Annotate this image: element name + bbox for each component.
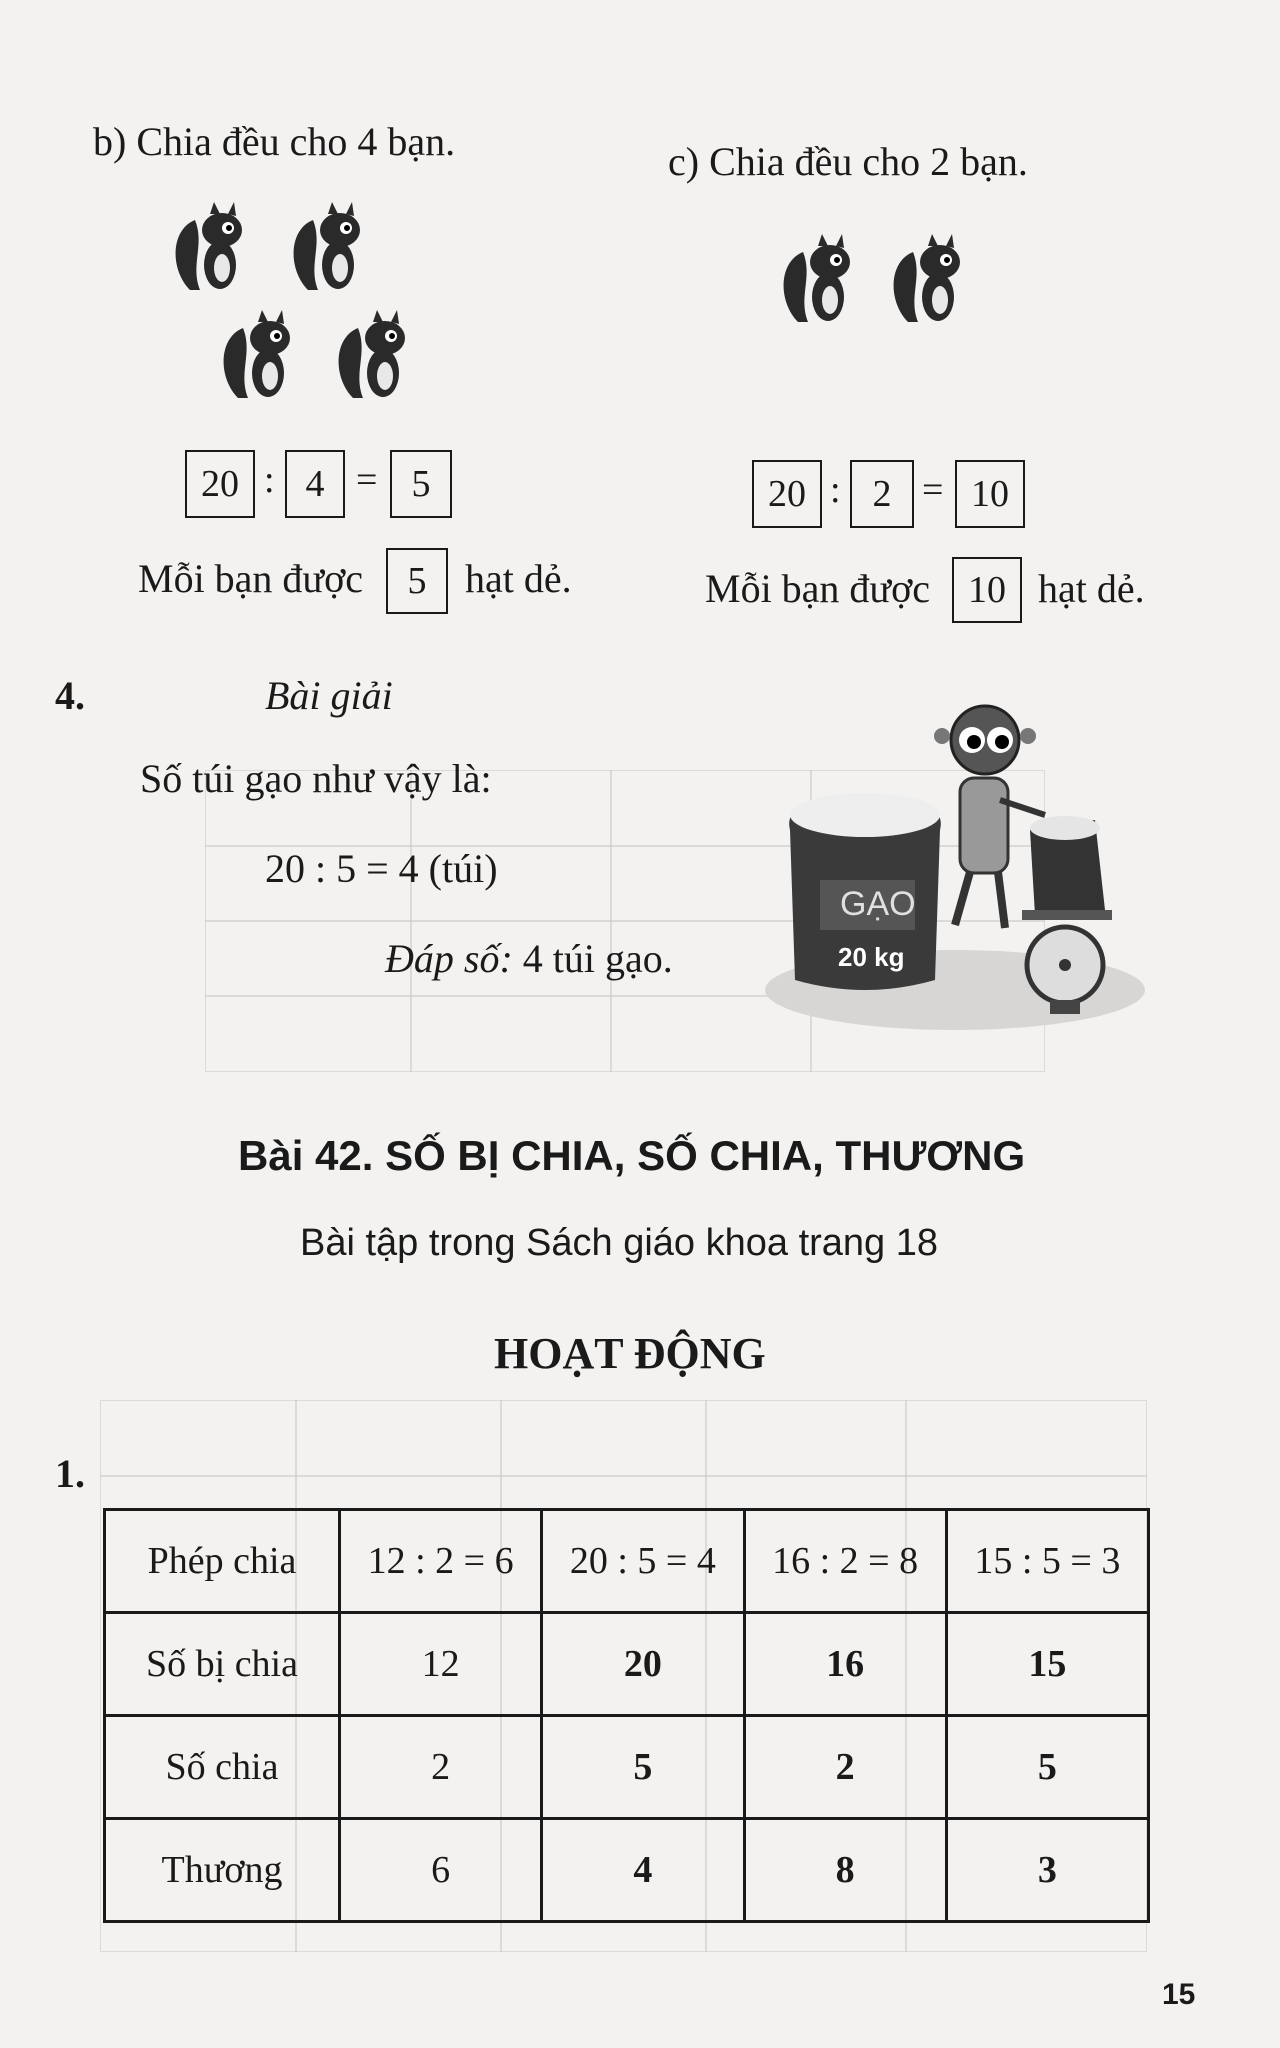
squirrel-icon bbox=[888, 232, 968, 332]
table-cell: 12 : 2 = 6 bbox=[340, 1510, 542, 1613]
dividend-box: 20 bbox=[185, 450, 255, 518]
squirrel-icon bbox=[218, 308, 298, 408]
division-table bbox=[103, 1508, 1150, 1923]
table-row bbox=[105, 1716, 1149, 1819]
table-cell: 16 : 2 = 8 bbox=[744, 1510, 946, 1613]
result-text-b bbox=[138, 555, 363, 602]
section-c-title: c) Chia đều cho 2 bạn. bbox=[668, 139, 1028, 184]
ghost-grid bbox=[100, 1475, 1147, 1477]
solution-line-1: Số túi gạo như vậy là: bbox=[140, 756, 492, 801]
table-cell: 6 bbox=[340, 1819, 542, 1922]
row-header: Số chia bbox=[105, 1716, 340, 1819]
robot-rice-illustration bbox=[760, 700, 1150, 1040]
table-cell: 16 bbox=[744, 1613, 946, 1716]
table-row bbox=[105, 1613, 1149, 1716]
problem-number: 4. bbox=[55, 673, 85, 718]
table-cell: 15 : 5 = 3 bbox=[946, 1510, 1148, 1613]
answer-value: 4 túi gạo. bbox=[512, 936, 673, 981]
table-cell: 20 bbox=[542, 1613, 744, 1716]
exercise-number: 1. bbox=[55, 1451, 85, 1496]
result-label-c: Mỗi bạn được bbox=[705, 566, 931, 611]
table-cell: 5 bbox=[946, 1716, 1148, 1819]
table-cell: 2 bbox=[744, 1716, 946, 1819]
solution-heading: Bài giải bbox=[265, 673, 393, 718]
divisor-box: 2 bbox=[850, 460, 914, 528]
result-box-c: 10 bbox=[952, 557, 1022, 623]
squirrel-icon bbox=[170, 200, 250, 300]
result-unit-c: hạt dẻ. bbox=[1038, 566, 1145, 611]
divide-sign: : bbox=[264, 459, 275, 501]
table-cell: 8 bbox=[744, 1819, 946, 1922]
answer-line bbox=[385, 935, 673, 982]
row-header: Thương bbox=[105, 1819, 340, 1922]
row-header: Phép chia bbox=[105, 1510, 340, 1613]
table-cell: 4 bbox=[542, 1819, 744, 1922]
solution-line-2: 20 : 5 = 4 (túi) bbox=[265, 846, 498, 891]
table-cell: 2 bbox=[340, 1716, 542, 1819]
table-cell: 3 bbox=[946, 1819, 1148, 1922]
table-cell: 5 bbox=[542, 1716, 744, 1819]
ghost-grid bbox=[610, 770, 612, 1072]
activity-heading: HOẠT ĐỘNG bbox=[494, 1329, 766, 1378]
lesson-title: Bài 42. SỐ BỊ CHIA, SỐ CHIA, THƯƠNG bbox=[238, 1132, 1026, 1179]
equals-sign: = bbox=[356, 459, 378, 501]
section-b-title: b) Chia đều cho 4 bạn. bbox=[93, 119, 456, 164]
result-box-b: 5 bbox=[386, 548, 448, 614]
divisor-box: 4 bbox=[285, 450, 345, 518]
squirrel-icon bbox=[288, 200, 368, 300]
answer-label: Đáp số: bbox=[385, 936, 513, 981]
divide-sign: : bbox=[830, 469, 841, 511]
table-row bbox=[105, 1510, 1149, 1613]
bag-label: GẠO bbox=[840, 885, 916, 923]
lesson-subtitle: Bài tập trong Sách giáo khoa trang 18 bbox=[300, 1222, 939, 1264]
result-unit-b: hạt dẻ. bbox=[465, 556, 572, 601]
table-cell: 12 bbox=[340, 1613, 542, 1716]
page-number: 15 bbox=[1162, 1978, 1196, 2011]
dividend-box: 20 bbox=[752, 460, 822, 528]
row-header: Số bị chia bbox=[105, 1613, 340, 1716]
squirrel-icon bbox=[778, 232, 858, 332]
ghost-grid bbox=[410, 770, 412, 1072]
table-row bbox=[105, 1819, 1149, 1922]
quotient-box: 10 bbox=[955, 460, 1025, 528]
result-label: Mỗi bạn được bbox=[138, 556, 364, 601]
squirrel-icon bbox=[333, 308, 413, 408]
quotient-box: 5 bbox=[390, 450, 452, 518]
equals-sign: = bbox=[922, 469, 944, 511]
table-cell: 15 bbox=[946, 1613, 1148, 1716]
table-cell: 20 : 5 = 4 bbox=[542, 1510, 744, 1613]
bag-weight: 20 kg bbox=[838, 942, 905, 972]
